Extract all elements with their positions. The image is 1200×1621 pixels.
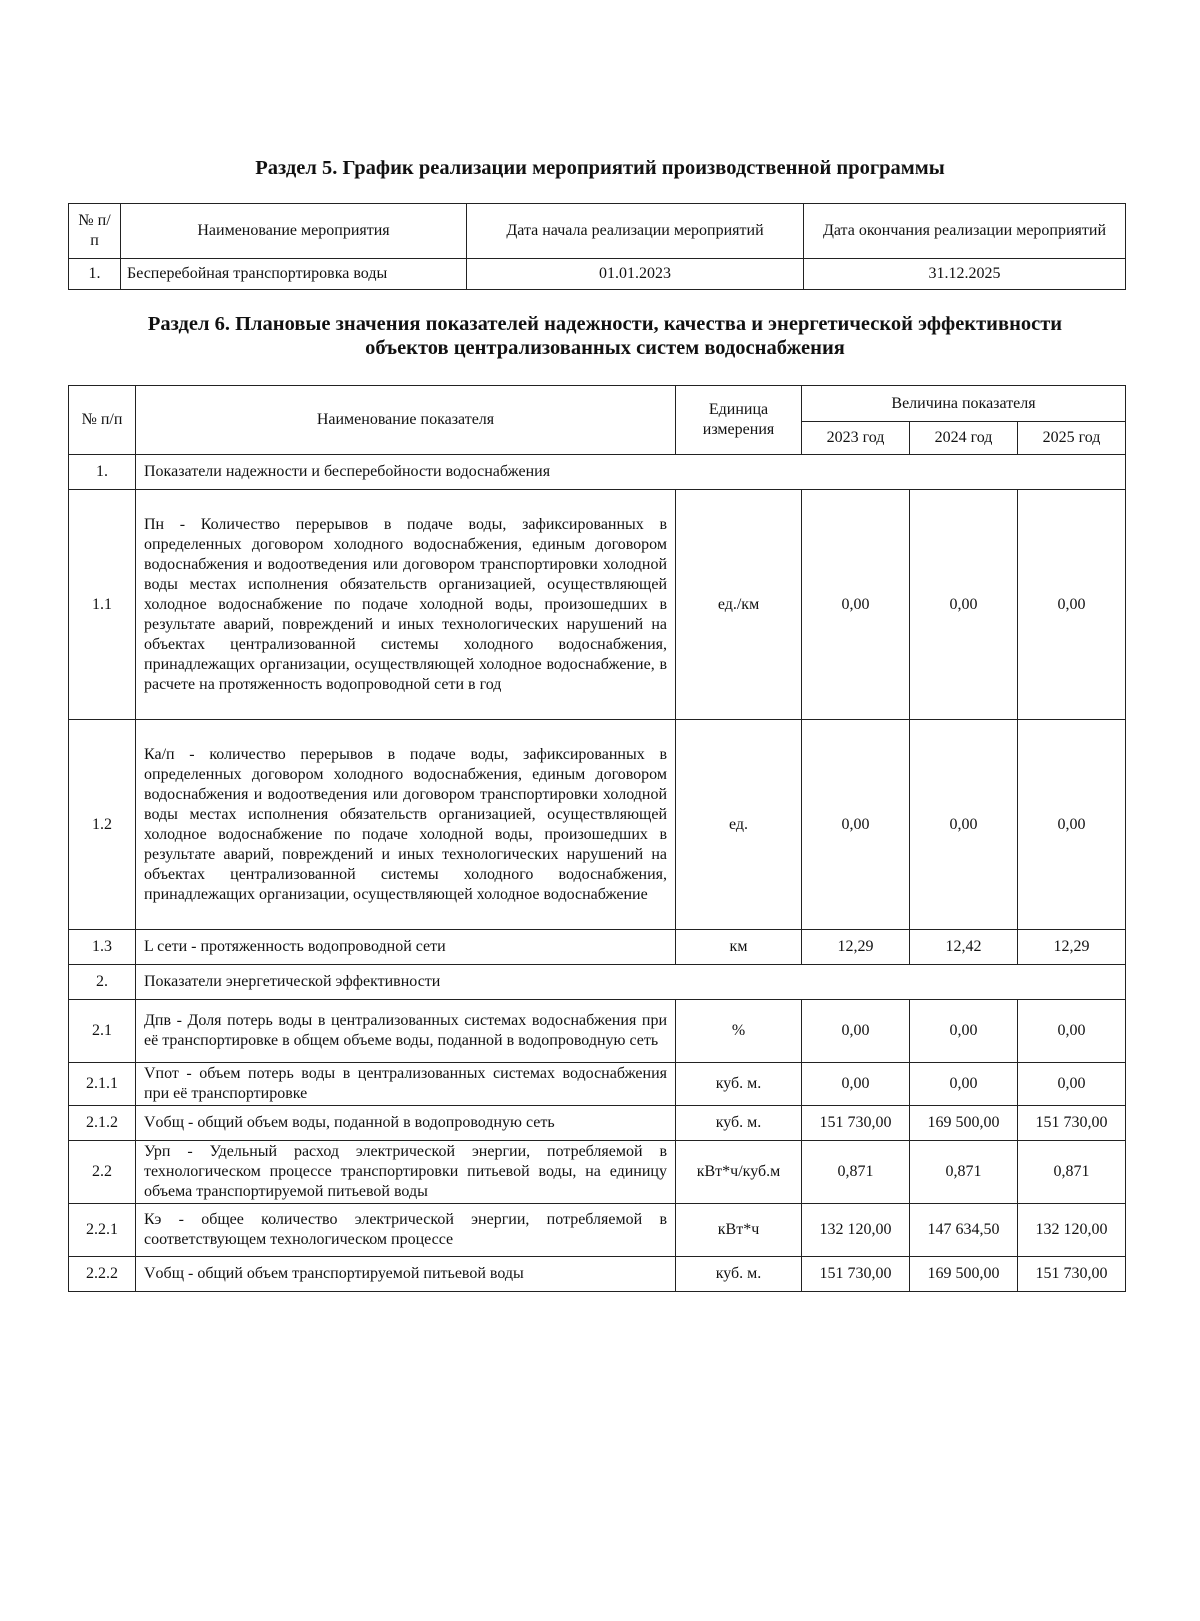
row-num: 2.1.1 — [69, 1063, 136, 1106]
schedule-header-row — [69, 204, 1126, 259]
row-num: 2. — [69, 965, 136, 1000]
header-value: Величина показателя — [802, 386, 1126, 422]
value-2023: 151 730,00 — [802, 1106, 910, 1141]
section-name: Показатели надежности и бесперебойности водоснабжения — [136, 455, 1126, 490]
value-2023: 151 730,00 — [802, 1257, 910, 1292]
value-2025: 0,871 — [1018, 1141, 1126, 1204]
section6-title-line2: объектов централизованных систем водоснабжения — [365, 337, 845, 359]
section-name: Показатели энергетической эффективности — [136, 965, 1126, 1000]
indicator-unit: куб. м. — [676, 1063, 802, 1106]
header-indicator-name: Наименование показателя — [136, 386, 676, 455]
section5-title: Раздел 5. График реализации мероприятий производственной программы — [255, 157, 945, 179]
value-2023: 12,29 — [802, 930, 910, 965]
indicators-table — [68, 385, 1126, 1292]
row-num: 1. — [69, 455, 136, 490]
value-2024: 12,42 — [910, 930, 1018, 965]
row-event-name: Бесперебойная транспортировка воды — [121, 259, 467, 290]
indicator-row — [69, 1204, 1126, 1257]
indicator-row — [69, 490, 1126, 720]
value-2024: 147 634,50 — [910, 1204, 1018, 1257]
header-event-name: Наименование мероприятия — [121, 204, 467, 259]
indicators-header-row — [69, 386, 1126, 422]
value-2024: 0,871 — [910, 1141, 1018, 1204]
value-2024: 169 500,00 — [910, 1106, 1018, 1141]
indicator-unit: км — [676, 930, 802, 965]
indicator-unit: % — [676, 1000, 802, 1063]
indicator-name: Ка/п - количество перерывов в подаче воды, зафиксированных в определенных договором холодного водоснабжения, единым договором водоснабжения и водоотведения или договором транспортировки холодной воды местах исполнения обязательств организацией, осуществляющей холодное водоснабжение по подаче холодной воды, произошедших в результате аварий, повреждений и иных технологических нарушений на объектах централизованной системы холодного водоснабжения, принадлежащих организации, осуществляющей холодное водоснабжение — [136, 720, 676, 930]
row-num: 1.1 — [69, 490, 136, 720]
indicator-unit: ед. — [676, 720, 802, 930]
indicator-row — [69, 1063, 1126, 1106]
indicator-unit: кВт*ч — [676, 1204, 802, 1257]
header-unit: Единица измерения — [676, 386, 802, 455]
row-num: 2.2.1 — [69, 1204, 136, 1257]
indicator-name: Vобщ - общий объем транспортируемой питьевой воды — [136, 1257, 676, 1292]
indicator-unit: ед./км — [676, 490, 802, 720]
row-num: 1.2 — [69, 720, 136, 930]
row-num: 1.3 — [69, 930, 136, 965]
section6-title-line1: Раздел 6. Плановые значения показателей надежности, качества и энергетической эффективности — [147, 313, 1063, 335]
value-2023: 0,00 — [802, 1000, 910, 1063]
value-2025: 0,00 — [1018, 720, 1126, 930]
row-num: 2.1 — [69, 1000, 136, 1063]
value-2025: 132 120,00 — [1018, 1204, 1126, 1257]
value-2024: 169 500,00 — [910, 1257, 1018, 1292]
row-num: 2.1.2 — [69, 1106, 136, 1141]
header-end-date: Дата окончания реализации мероприятий — [804, 204, 1126, 259]
header-year-2025: 2025 год — [1018, 422, 1126, 455]
value-2025: 12,29 — [1018, 930, 1126, 965]
header-year-2023: 2023 год — [802, 422, 910, 455]
value-2023: 0,00 — [802, 1063, 910, 1106]
value-2023: 0,00 — [802, 490, 910, 720]
indicator-row — [69, 1257, 1126, 1292]
header-year-2024: 2024 год — [910, 422, 1018, 455]
indicator-name: Дпв - Доля потерь воды в централизованных системах водоснабжения при её транспортировке в общем объеме воды, поданной в водопроводную сеть — [136, 1000, 676, 1063]
value-2024: 0,00 — [910, 1063, 1018, 1106]
value-2025: 0,00 — [1018, 1063, 1126, 1106]
indicator-name: Урп - Удельный расход электрической энергии, потребляемой в технологическом процессе транспортировки питьевой воды, на единицу объема транспортируемой питьевой воды — [136, 1141, 676, 1204]
indicator-name: Кэ - общее количество электрической энергии, потребляемой в соответствующем технологическом процессе — [136, 1204, 676, 1257]
value-2024: 0,00 — [910, 720, 1018, 930]
indicator-section-row — [69, 965, 1126, 1000]
row-end-date: 31.12.2025 — [804, 259, 1126, 290]
indicator-row — [69, 1000, 1126, 1063]
indicator-name: Vобщ - общий объем воды, поданной в водопроводную сеть — [136, 1106, 676, 1141]
indicators-body — [69, 455, 1126, 1292]
header-num: № п/п — [69, 204, 121, 259]
value-2023: 132 120,00 — [802, 1204, 910, 1257]
value-2025: 0,00 — [1018, 490, 1126, 720]
indicator-row — [69, 1106, 1126, 1141]
row-num: 2.2.2 — [69, 1257, 136, 1292]
value-2024: 0,00 — [910, 1000, 1018, 1063]
indicator-unit: кВт*ч/куб.м — [676, 1141, 802, 1204]
indicator-name: Пн - Количество перерывов в подаче воды, зафиксированных в определенных договором холодного водоснабжения, единым договором водоснабжения и водоотведения или договором транспортировки холодной воды местах исполнения обязательств организацией, осуществляющей холодное водоснабжение по подаче холодной воды, произошедших в результате аварий, повреждений и иных технологических нарушений на объектах централизованной системы холодного водоснабжения, принадлежащих организации, осуществляющей холодное водоснабжение, в расчете на протяженность водопроводной сети в год — [136, 490, 676, 720]
schedule-table — [68, 203, 1126, 290]
row-num: 1. — [69, 259, 121, 290]
header-num: № п/п — [69, 386, 136, 455]
indicator-name: Vпот - объем потерь воды в централизованных системах водоснабжения при её транспортировке — [136, 1063, 676, 1106]
section6-title — [60, 312, 1150, 360]
value-2025: 0,00 — [1018, 1000, 1126, 1063]
row-num: 2.2 — [69, 1141, 136, 1204]
indicator-unit: куб. м. — [676, 1106, 802, 1141]
value-2023: 0,871 — [802, 1141, 910, 1204]
value-2024: 0,00 — [910, 490, 1018, 720]
value-2023: 0,00 — [802, 720, 910, 930]
indicator-section-row — [69, 455, 1126, 490]
schedule-row — [69, 259, 1126, 290]
header-start-date: Дата начала реализации мероприятий — [467, 204, 804, 259]
value-2025: 151 730,00 — [1018, 1257, 1126, 1292]
indicator-row — [69, 930, 1126, 965]
value-2025: 151 730,00 — [1018, 1106, 1126, 1141]
indicator-name: L сети - протяженность водопроводной сети — [136, 930, 676, 965]
indicator-row — [69, 720, 1126, 930]
row-start-date: 01.01.2023 — [467, 259, 804, 290]
indicator-unit: куб. м. — [676, 1257, 802, 1292]
indicator-row — [69, 1141, 1126, 1204]
